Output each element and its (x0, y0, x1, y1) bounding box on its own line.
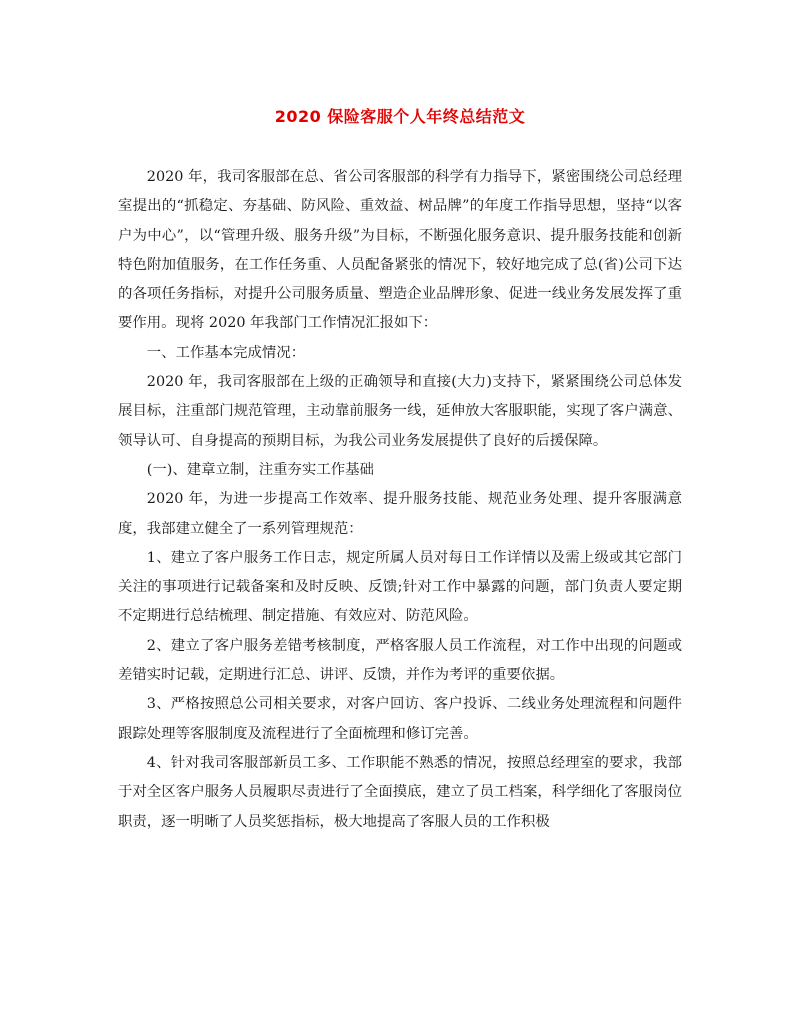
paragraph-regulations: 2020 年，为进一步提高工作效率、提升服务技能、规范业务处理、提升客服满意度，我部建立健全了一系列管理规范： (118, 491, 682, 537)
paragraph-intro: 2020 年，我司客服部在总、省公司客服部的科学有力指导下，紧密围绕公司总经理室提出的“抓稳定、夯基础、防风险、重效益、树品牌”的年度工作指导思想，坚持“以客户为中心”，以“管理升级、服务升级”为目标，不断强化服务意识、提升服务技能和创新特色附加值服务，在工作任务重、人员配备紧张的情况下，较好地完成了总(省)公司下达的各项任务指标，对提升公司服务质量、塑造企业品牌形象、促进一线业务发展发挥了重要作用。现将 2020 年我部门工作情况汇报如下： (118, 169, 682, 332)
section-heading-1: 一、工作基本完成情况： (146, 344, 306, 361)
list-item-2: 2、建立了客户服务差错考核制度，严格客服人员工作流程，对工作中出现的问题或差错实时记载，定期进行汇总、讲评、反馈，并作为考评的重要依据。 (118, 637, 682, 684)
list-item-4: 4、针对我司客服部新员工多、工作职能不熟悉的情况，按照总经理室的要求，我部于对全区客户服务人员履职尽责进行了全面摸底，建立了员工档案，科学细化了客服岗位职责，逐一明晰了人员奖惩指标，极大地提高了客服人员的工作积极 (118, 754, 682, 830)
list-item-3: 3、严格按照总公司相关要求，对客户回访、客户投诉、二线业务处理流程和问题件跟踪处理等客服制度及流程进行了全面梳理和修订完善。 (118, 696, 682, 742)
document-body (118, 163, 682, 837)
paragraph-overview: 2020 年，我司客服部在上级的正确领导和直接(大力)支持下，紧紧围绕公司总体发展目标，注重部门规范管理，主动靠前服务一线，延伸放大客服职能，实现了客户满意、领导认可、自身提高的预期目标，为我公司业务发展提供了良好的后援保障。 (118, 374, 682, 449)
subsection-heading-1: (一)、建章立制，注重夯实工作基础 (146, 461, 374, 478)
document-title: 2020 保险客服个人年终总结范文 (274, 107, 526, 126)
list-item-1: 1、建立了客户服务工作日志，规定所属人员对每日工作详情以及需上级或其它部门关注的事项进行记载备案和及时反映、反馈;针对工作中暴露的问题，部门负责人要定期不定期进行总结梳理、制定措施、有效应对、防范风险。 (118, 549, 682, 625)
